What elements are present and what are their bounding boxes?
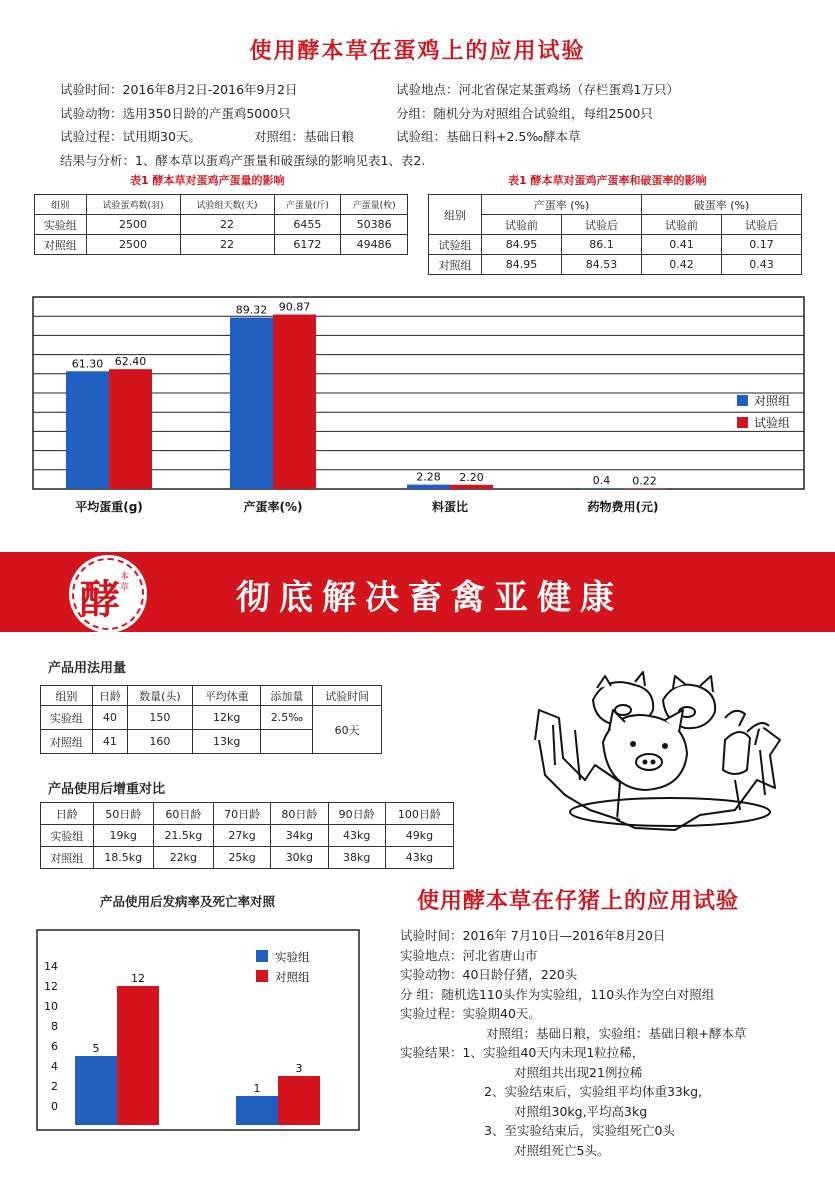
table-cell: 13kg bbox=[192, 730, 261, 754]
table-cell: 160 bbox=[127, 730, 192, 754]
table-cell: 0.43 bbox=[722, 255, 802, 275]
table-cell: 19kg bbox=[93, 825, 153, 847]
hen-trial-process: 试验过程：试用期30天。 bbox=[60, 129, 201, 144]
slogan-banner bbox=[0, 552, 835, 632]
table-header: 60日龄 bbox=[153, 803, 213, 825]
hen-table1-caption: 表1 酵本草对蛋鸡产蛋量的影响 bbox=[130, 174, 285, 187]
table-cell: 0.17 bbox=[722, 235, 802, 255]
table-cell: 49kg bbox=[385, 825, 453, 847]
pig-trial-line: 对照组死亡5头。 bbox=[514, 1142, 610, 1158]
table-header: 试验后 bbox=[722, 215, 802, 235]
legend-label: 对照组 bbox=[275, 970, 310, 984]
table-cell bbox=[261, 730, 313, 754]
pig-trial-line: 分 组：随机选110头作为实验组，110头作为空白对照组 bbox=[400, 986, 715, 1002]
table-row bbox=[41, 825, 454, 847]
table-header: 产蛋量(斤) bbox=[274, 195, 341, 215]
table-header: 组别 bbox=[429, 195, 482, 235]
table-cell: 34kg bbox=[271, 825, 328, 847]
table-cell: 2500 bbox=[86, 235, 180, 255]
table-row bbox=[35, 235, 408, 255]
table-header: 90日龄 bbox=[328, 803, 385, 825]
pig-trial-line: 对照组共出现21例拉稀 bbox=[514, 1064, 643, 1080]
table-row bbox=[41, 706, 382, 730]
table-cell: 6172 bbox=[274, 235, 341, 255]
data-label: 62.40 bbox=[114, 355, 147, 369]
data-label: 90.87 bbox=[278, 300, 311, 314]
data-label: 12 bbox=[131, 972, 145, 985]
table-header: 100日龄 bbox=[385, 803, 453, 825]
hen-egg-rate-table bbox=[428, 194, 802, 275]
data-label: 89.32 bbox=[235, 303, 268, 317]
table-header: 试验组天数(天) bbox=[180, 195, 274, 215]
data-label: 0.4 bbox=[592, 474, 611, 488]
data-label: 0.22 bbox=[632, 474, 657, 488]
table-header: 破蛋率 (%) bbox=[642, 195, 802, 215]
table-header: 试验前 bbox=[642, 215, 722, 235]
table-header: 试验前 bbox=[482, 215, 562, 235]
table-cell: 12kg bbox=[192, 706, 261, 730]
bar bbox=[109, 369, 152, 489]
data-label: 5 bbox=[92, 1042, 100, 1055]
pig-trial-line: 2、实验结束后，实验组平均体重33kg, bbox=[484, 1084, 703, 1099]
table-row bbox=[41, 847, 454, 869]
table-cell: 21.5kg bbox=[153, 825, 213, 847]
table-header: 平均体重 bbox=[192, 686, 261, 706]
bar bbox=[75, 1056, 117, 1125]
table-cell: 对照组 bbox=[41, 730, 93, 754]
table-cell: 2.5‰ bbox=[261, 706, 313, 730]
table-cell: 60天 bbox=[313, 706, 382, 754]
table-cell: 84.95 bbox=[482, 235, 562, 255]
pig-trial-line: 实验地点：河北省唐山市 bbox=[400, 947, 538, 963]
table-cell: 实验组 bbox=[41, 706, 93, 730]
category-label: 药物费用(元) bbox=[587, 500, 659, 514]
table-cell: 18.5kg bbox=[93, 847, 153, 869]
table-cell: 对照组 bbox=[41, 847, 94, 869]
disease-chart-title: 产品使用后发病率及死亡率对照 bbox=[100, 894, 276, 909]
table-cell: 0.42 bbox=[642, 255, 722, 275]
table-cell: 27kg bbox=[213, 825, 270, 847]
table-cell: 38kg bbox=[328, 847, 385, 869]
tick-label: 12 bbox=[44, 980, 58, 993]
legend-label: 对照组 bbox=[754, 394, 791, 408]
hen-trial-experiment: 试验组：基础日料+2.5‰酵本草 bbox=[396, 129, 581, 144]
table-cell: 2500 bbox=[86, 215, 180, 235]
weight-gain-table bbox=[40, 802, 454, 869]
table-header: 80日龄 bbox=[271, 803, 328, 825]
pig-trial-line: 实验过程：实验期40天。 bbox=[400, 1006, 541, 1021]
bar bbox=[450, 485, 493, 489]
legend-swatch bbox=[256, 970, 268, 982]
hen-trial-place: 试验地点：河北省保定某蛋鸡场（存栏蛋鸡1万只） bbox=[396, 82, 679, 97]
disease-mortality-chart bbox=[0, 920, 380, 1140]
bar bbox=[66, 371, 109, 489]
hen-trial-control: 对照组：基础日粮 bbox=[254, 129, 355, 144]
hen-comparison-chart bbox=[0, 285, 835, 525]
slogan-text: 彻底解决畜禽亚健康 bbox=[236, 578, 623, 618]
hen-trial-animals: 试验动物：选用350日龄的产蛋鸡5000只 bbox=[60, 106, 291, 121]
table-cell: 对照组 bbox=[429, 255, 482, 275]
usage-table bbox=[40, 685, 382, 754]
legend-swatch bbox=[737, 395, 748, 406]
table-header: 50日龄 bbox=[93, 803, 153, 825]
data-label: 2.28 bbox=[416, 470, 441, 484]
logo-small-text: 本草 bbox=[120, 572, 130, 593]
table-header: 试验后 bbox=[562, 215, 642, 235]
table-row bbox=[429, 235, 802, 255]
table-cell: 84.53 bbox=[562, 255, 642, 275]
pig-trial-line: 对照组：基础日粮，实验组：基础日粮+酵本草 bbox=[486, 1025, 747, 1041]
bar bbox=[230, 318, 273, 489]
bar bbox=[117, 986, 159, 1125]
tick-label: 0 bbox=[51, 1100, 58, 1113]
tick-label: 10 bbox=[44, 1000, 58, 1013]
table-header: 数量(头) bbox=[127, 686, 192, 706]
pig-trial-line: 实验动物：40日龄仔猪，220头 bbox=[400, 967, 578, 982]
category-label: 料蛋比 bbox=[431, 500, 469, 514]
tick-label: 6 bbox=[51, 1040, 58, 1053]
table-header: 添加量 bbox=[261, 686, 313, 706]
legend-swatch bbox=[256, 950, 268, 962]
table-cell: 6455 bbox=[274, 215, 341, 235]
table-cell: 43kg bbox=[385, 847, 453, 869]
tick-label: 4 bbox=[51, 1060, 58, 1073]
table-cell: 22 bbox=[180, 215, 274, 235]
table-cell: 22 bbox=[180, 235, 274, 255]
table-header: 试验时间 bbox=[313, 686, 382, 706]
hen-egg-yield-table bbox=[34, 194, 408, 255]
brand-logo bbox=[72, 558, 144, 630]
bar bbox=[278, 1076, 320, 1125]
table-cell: 49486 bbox=[341, 235, 408, 255]
hen-trial-grouping: 分组：随机分为对照组合试验组，每组2500只 bbox=[396, 106, 653, 121]
table-cell: 25kg bbox=[213, 847, 270, 869]
usage-title: 产品用法用量 bbox=[48, 661, 127, 676]
pig-trial-details bbox=[400, 926, 746, 1160]
table-cell: 试验组 bbox=[429, 235, 482, 255]
bar bbox=[273, 315, 316, 489]
table-cell: 实验组 bbox=[41, 825, 94, 847]
data-label: 2.20 bbox=[459, 470, 484, 484]
bar bbox=[407, 485, 450, 489]
hen-trial-title: 使用酵本草在蛋鸡上的应用试验 bbox=[249, 39, 586, 64]
category-label: 产蛋率(%) bbox=[243, 500, 303, 514]
hen-trial-result: 结果与分析：1、酵本草以蛋鸡产蛋量和破蛋绿的影响见表1、表2. bbox=[60, 153, 426, 168]
table-header: 70日龄 bbox=[213, 803, 270, 825]
table-cell: 30kg bbox=[271, 847, 328, 869]
data-label: 1 bbox=[253, 1082, 261, 1095]
table-header: 组别 bbox=[35, 195, 87, 215]
hen-trial-time: 试验时间：2016年8月2日-2016年9月2日 bbox=[60, 82, 298, 97]
category-label: 平均蛋重(g) bbox=[75, 500, 143, 514]
tick-label: 2 bbox=[51, 1080, 58, 1093]
logo-char: 酵 bbox=[80, 576, 120, 623]
table-cell: 41 bbox=[92, 730, 127, 754]
table-cell: 对照组 bbox=[35, 235, 87, 255]
pig-trial-line: 实验结果：1、实验组40天内未现1粒拉稀， bbox=[400, 1045, 645, 1060]
pig-trial-line: 试验时间：2016年 7月10日—2016年8月20日 bbox=[400, 928, 666, 943]
data-label: 3 bbox=[295, 1062, 303, 1075]
table-header: 产蛋量(枚) bbox=[341, 195, 408, 215]
table-header: 组别 bbox=[41, 686, 93, 706]
table-cell: 84.95 bbox=[482, 255, 562, 275]
bar bbox=[580, 488, 623, 489]
table-header: 日龄 bbox=[41, 803, 94, 825]
pig-trial-line: 对照组30kg,平均高3kg bbox=[514, 1103, 648, 1119]
weight-title: 产品使用后增重对比 bbox=[48, 782, 166, 797]
bar bbox=[236, 1096, 278, 1125]
table-cell: 22kg bbox=[153, 847, 213, 869]
table-cell: 43kg bbox=[328, 825, 385, 847]
table-cell: 0.41 bbox=[642, 235, 722, 255]
table-row bbox=[429, 255, 802, 275]
table-row bbox=[35, 215, 408, 235]
table-header: 试验蛋鸡数(羽) bbox=[86, 195, 180, 215]
pig-trial-title: 使用酵本草在仔猪上的应用试验 bbox=[417, 889, 740, 914]
pig-pen-illustration bbox=[525, 670, 795, 840]
legend-swatch bbox=[737, 417, 748, 428]
legend-label: 试验组 bbox=[754, 416, 791, 430]
legend-label: 实验组 bbox=[275, 950, 310, 964]
table-cell: 实验组 bbox=[35, 215, 87, 235]
pig-trial-line: 3、至实验结束后，实验组死亡0头 bbox=[484, 1123, 675, 1138]
table-cell: 150 bbox=[127, 706, 192, 730]
table-cell: 86.1 bbox=[562, 235, 642, 255]
data-label: 61.30 bbox=[71, 357, 104, 371]
table-header: 产蛋率 (%) bbox=[482, 195, 642, 215]
tick-label: 8 bbox=[51, 1020, 58, 1033]
table-header: 日龄 bbox=[92, 686, 127, 706]
tick-label: 14 bbox=[44, 960, 58, 973]
table-cell: 40 bbox=[92, 706, 127, 730]
hen-table2-caption: 表1 酵本草对蛋鸡产蛋率和破蛋率的影响 bbox=[508, 174, 707, 187]
table-cell: 50386 bbox=[341, 215, 408, 235]
